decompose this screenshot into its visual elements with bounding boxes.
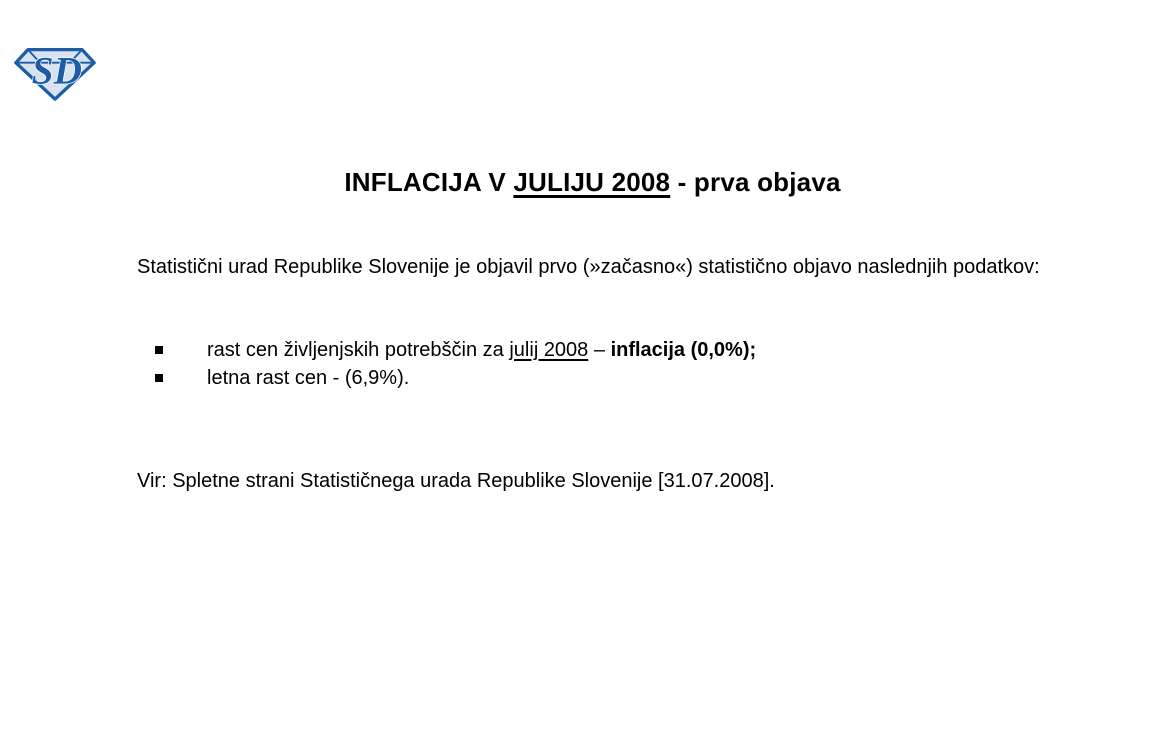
sd-logo-letters: SD xyxy=(31,49,82,93)
title-prefix: INFLACIJA V xyxy=(344,167,514,197)
intro-paragraph: Statistični urad Republike Slovenije je objavil prvo (»začasno«) statistično objavo naslednjih podatkov: xyxy=(137,256,1040,278)
source-line: Vir: Spletne strani Statističnega urada Republike Slovenije [31.07.2008]. xyxy=(137,470,775,492)
sd-logo xyxy=(13,43,97,103)
page-title xyxy=(137,167,1048,198)
sd-diamond-icon xyxy=(13,43,97,103)
bullet-item-inflation xyxy=(137,336,1048,364)
bullet-square-icon xyxy=(155,346,163,354)
title-suffix: - prva objava xyxy=(670,167,841,197)
title-underlined: JULIJU 2008 xyxy=(513,167,671,197)
bullet-underlined: julij 2008 xyxy=(509,339,589,361)
bullet-lead: rast cen življenjskih potrebščin za xyxy=(207,339,510,361)
bullet-square-icon xyxy=(155,374,163,382)
bullet-list xyxy=(137,336,1048,392)
bullet-lead: letna rast cen - (6,9%). xyxy=(207,367,410,389)
bullet-item-annual-growth xyxy=(137,364,1048,392)
bullet-bold: inflacija (0,0%); xyxy=(610,339,757,361)
bullet-separator: – xyxy=(588,339,611,361)
